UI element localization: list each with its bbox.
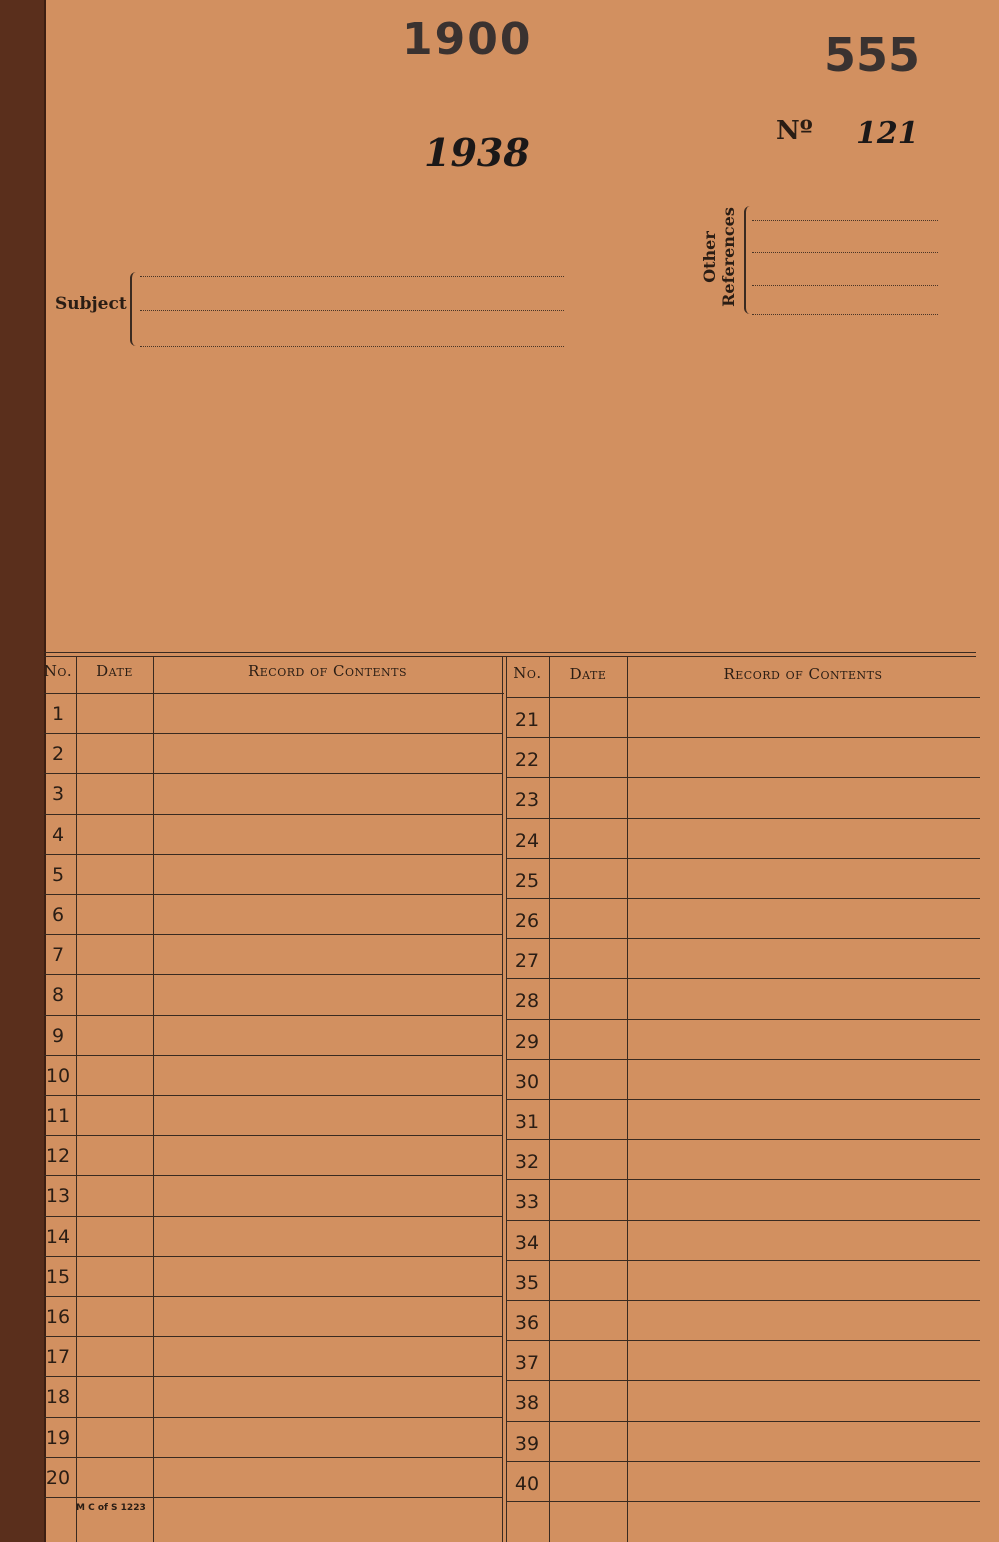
- row-number-left: 19: [45, 1427, 71, 1449]
- row-number-left: 17: [45, 1346, 71, 1368]
- row-number-right: 25: [514, 870, 540, 892]
- row-number-right: 29: [514, 1031, 540, 1053]
- row-rule-right: [507, 1019, 980, 1020]
- row-rule-left: [44, 1256, 502, 1257]
- row-rule-left: [44, 1417, 502, 1418]
- row-number-left: 15: [45, 1266, 71, 1288]
- header-no-left: No.: [43, 662, 73, 680]
- row-number-right: 35: [514, 1272, 540, 1294]
- other-ref-line: [752, 220, 938, 221]
- table-top-rule: [44, 656, 976, 657]
- row-rule-left: [44, 1135, 502, 1136]
- col-rule: [502, 656, 503, 1542]
- row-number-right: 30: [514, 1071, 540, 1093]
- row-rule-right: [507, 1220, 980, 1221]
- col-rule: [153, 656, 154, 1542]
- subject-line: [140, 276, 564, 277]
- row-rule-right: [507, 1300, 980, 1301]
- row-rule-left: [44, 1296, 502, 1297]
- row-rule-left: [44, 934, 502, 935]
- row-rule-left: [44, 1216, 502, 1217]
- other-label-line2: References: [719, 207, 738, 307]
- row-rule-left: [44, 1095, 502, 1096]
- other-label-line1: Other: [700, 231, 719, 283]
- file-no-label: Nº: [776, 116, 813, 146]
- row-rule-left: [44, 974, 502, 975]
- row-rule-right: [507, 1139, 980, 1140]
- row-number-right: 36: [514, 1312, 540, 1334]
- stamp-number: 555: [824, 28, 921, 82]
- row-rule-left: [44, 733, 502, 734]
- row-rule-right: [507, 938, 980, 939]
- row-rule-right: [507, 858, 980, 859]
- row-rule-right: [507, 898, 980, 899]
- row-number-left: 6: [51, 904, 65, 926]
- row-number-right: 37: [514, 1352, 540, 1374]
- row-rule-right: [507, 1461, 980, 1462]
- row-rule-left: [44, 814, 502, 815]
- row-rule-left: [44, 1336, 502, 1337]
- row-number-right: 21: [514, 709, 540, 731]
- row-number-right: 33: [514, 1191, 540, 1213]
- row-number-right: 24: [514, 830, 540, 852]
- form-code: M C of S 1223: [76, 1503, 146, 1513]
- row-rule-right: [507, 737, 980, 738]
- row-rule-right: [507, 1421, 980, 1422]
- row-number-left: 10: [45, 1065, 71, 1087]
- other-references-brace: [744, 206, 754, 314]
- row-rule-right: [507, 1099, 980, 1100]
- row-rule-right: [507, 1059, 980, 1060]
- row-number-left: 9: [51, 1025, 65, 1047]
- other-references-label: [700, 202, 738, 312]
- row-number-right: 32: [514, 1151, 540, 1173]
- row-rule-right: [507, 978, 980, 979]
- row-number-left: 4: [51, 824, 65, 846]
- row-number-right: 40: [514, 1473, 540, 1495]
- row-rule-left: [44, 1015, 502, 1016]
- row-number-left: 16: [45, 1306, 71, 1328]
- row-number-right: 27: [514, 950, 540, 972]
- row-rule-left: [44, 1457, 502, 1458]
- row-number-left: 8: [51, 984, 65, 1006]
- row-number-right: 23: [514, 789, 540, 811]
- row-number-left: 1: [51, 703, 65, 725]
- row-number-left: 12: [45, 1145, 71, 1167]
- handwritten-file-no: 121: [856, 116, 919, 151]
- other-ref-line: [752, 252, 938, 253]
- row-number-left: 2: [51, 743, 65, 765]
- subject-brace: [130, 272, 140, 346]
- row-rule-left: [44, 1497, 502, 1498]
- subject-label: Subject: [55, 294, 127, 314]
- row-rule-left: [44, 1376, 502, 1377]
- row-number-left: 11: [45, 1105, 71, 1127]
- row-rule-right: [507, 1501, 980, 1502]
- header-bottom-rule-left: [44, 693, 504, 694]
- other-ref-line: [752, 285, 938, 286]
- header-record-right: Record of Contents: [723, 665, 883, 683]
- header-date-left: Date: [96, 662, 133, 680]
- row-number-left: 7: [51, 944, 65, 966]
- row-rule-right: [507, 1340, 980, 1341]
- row-rule-right: [507, 1260, 980, 1261]
- table-top-rule: [44, 652, 976, 653]
- row-rule-right: [507, 818, 980, 819]
- row-rule-left: [44, 1175, 502, 1176]
- row-number-left: 13: [45, 1185, 71, 1207]
- row-number-right: 22: [514, 749, 540, 771]
- row-rule-right: [507, 1380, 980, 1381]
- row-number-left: 3: [51, 783, 65, 805]
- row-number-right: 34: [514, 1232, 540, 1254]
- subject-line: [140, 346, 564, 347]
- row-rule-left: [44, 1055, 502, 1056]
- row-rule-right: [507, 777, 980, 778]
- row-number-right: 26: [514, 910, 540, 932]
- row-rule-right: [507, 1179, 980, 1180]
- row-number-left: 5: [51, 864, 65, 886]
- row-number-right: 28: [514, 990, 540, 1012]
- header-no-right: No.: [513, 664, 542, 682]
- header-bottom-rule-right: [507, 697, 980, 698]
- row-number-left: 20: [45, 1467, 71, 1489]
- row-number-right: 38: [514, 1392, 540, 1414]
- row-number-right: 31: [514, 1111, 540, 1133]
- stamp-year: 1900: [402, 14, 533, 65]
- other-ref-line: [752, 314, 938, 315]
- subject-line: [140, 310, 564, 311]
- row-rule-left: [44, 773, 502, 774]
- row-number-right: 39: [514, 1433, 540, 1455]
- row-rule-left: [44, 894, 502, 895]
- row-number-left: 14: [45, 1226, 71, 1248]
- row-rule-left: [44, 854, 502, 855]
- row-number-left: 18: [45, 1386, 71, 1408]
- header-date-right: Date: [569, 665, 607, 683]
- col-rule: [76, 656, 77, 1542]
- handwritten-year: 1938: [424, 130, 530, 175]
- header-record-left: Record of Contents: [247, 662, 408, 680]
